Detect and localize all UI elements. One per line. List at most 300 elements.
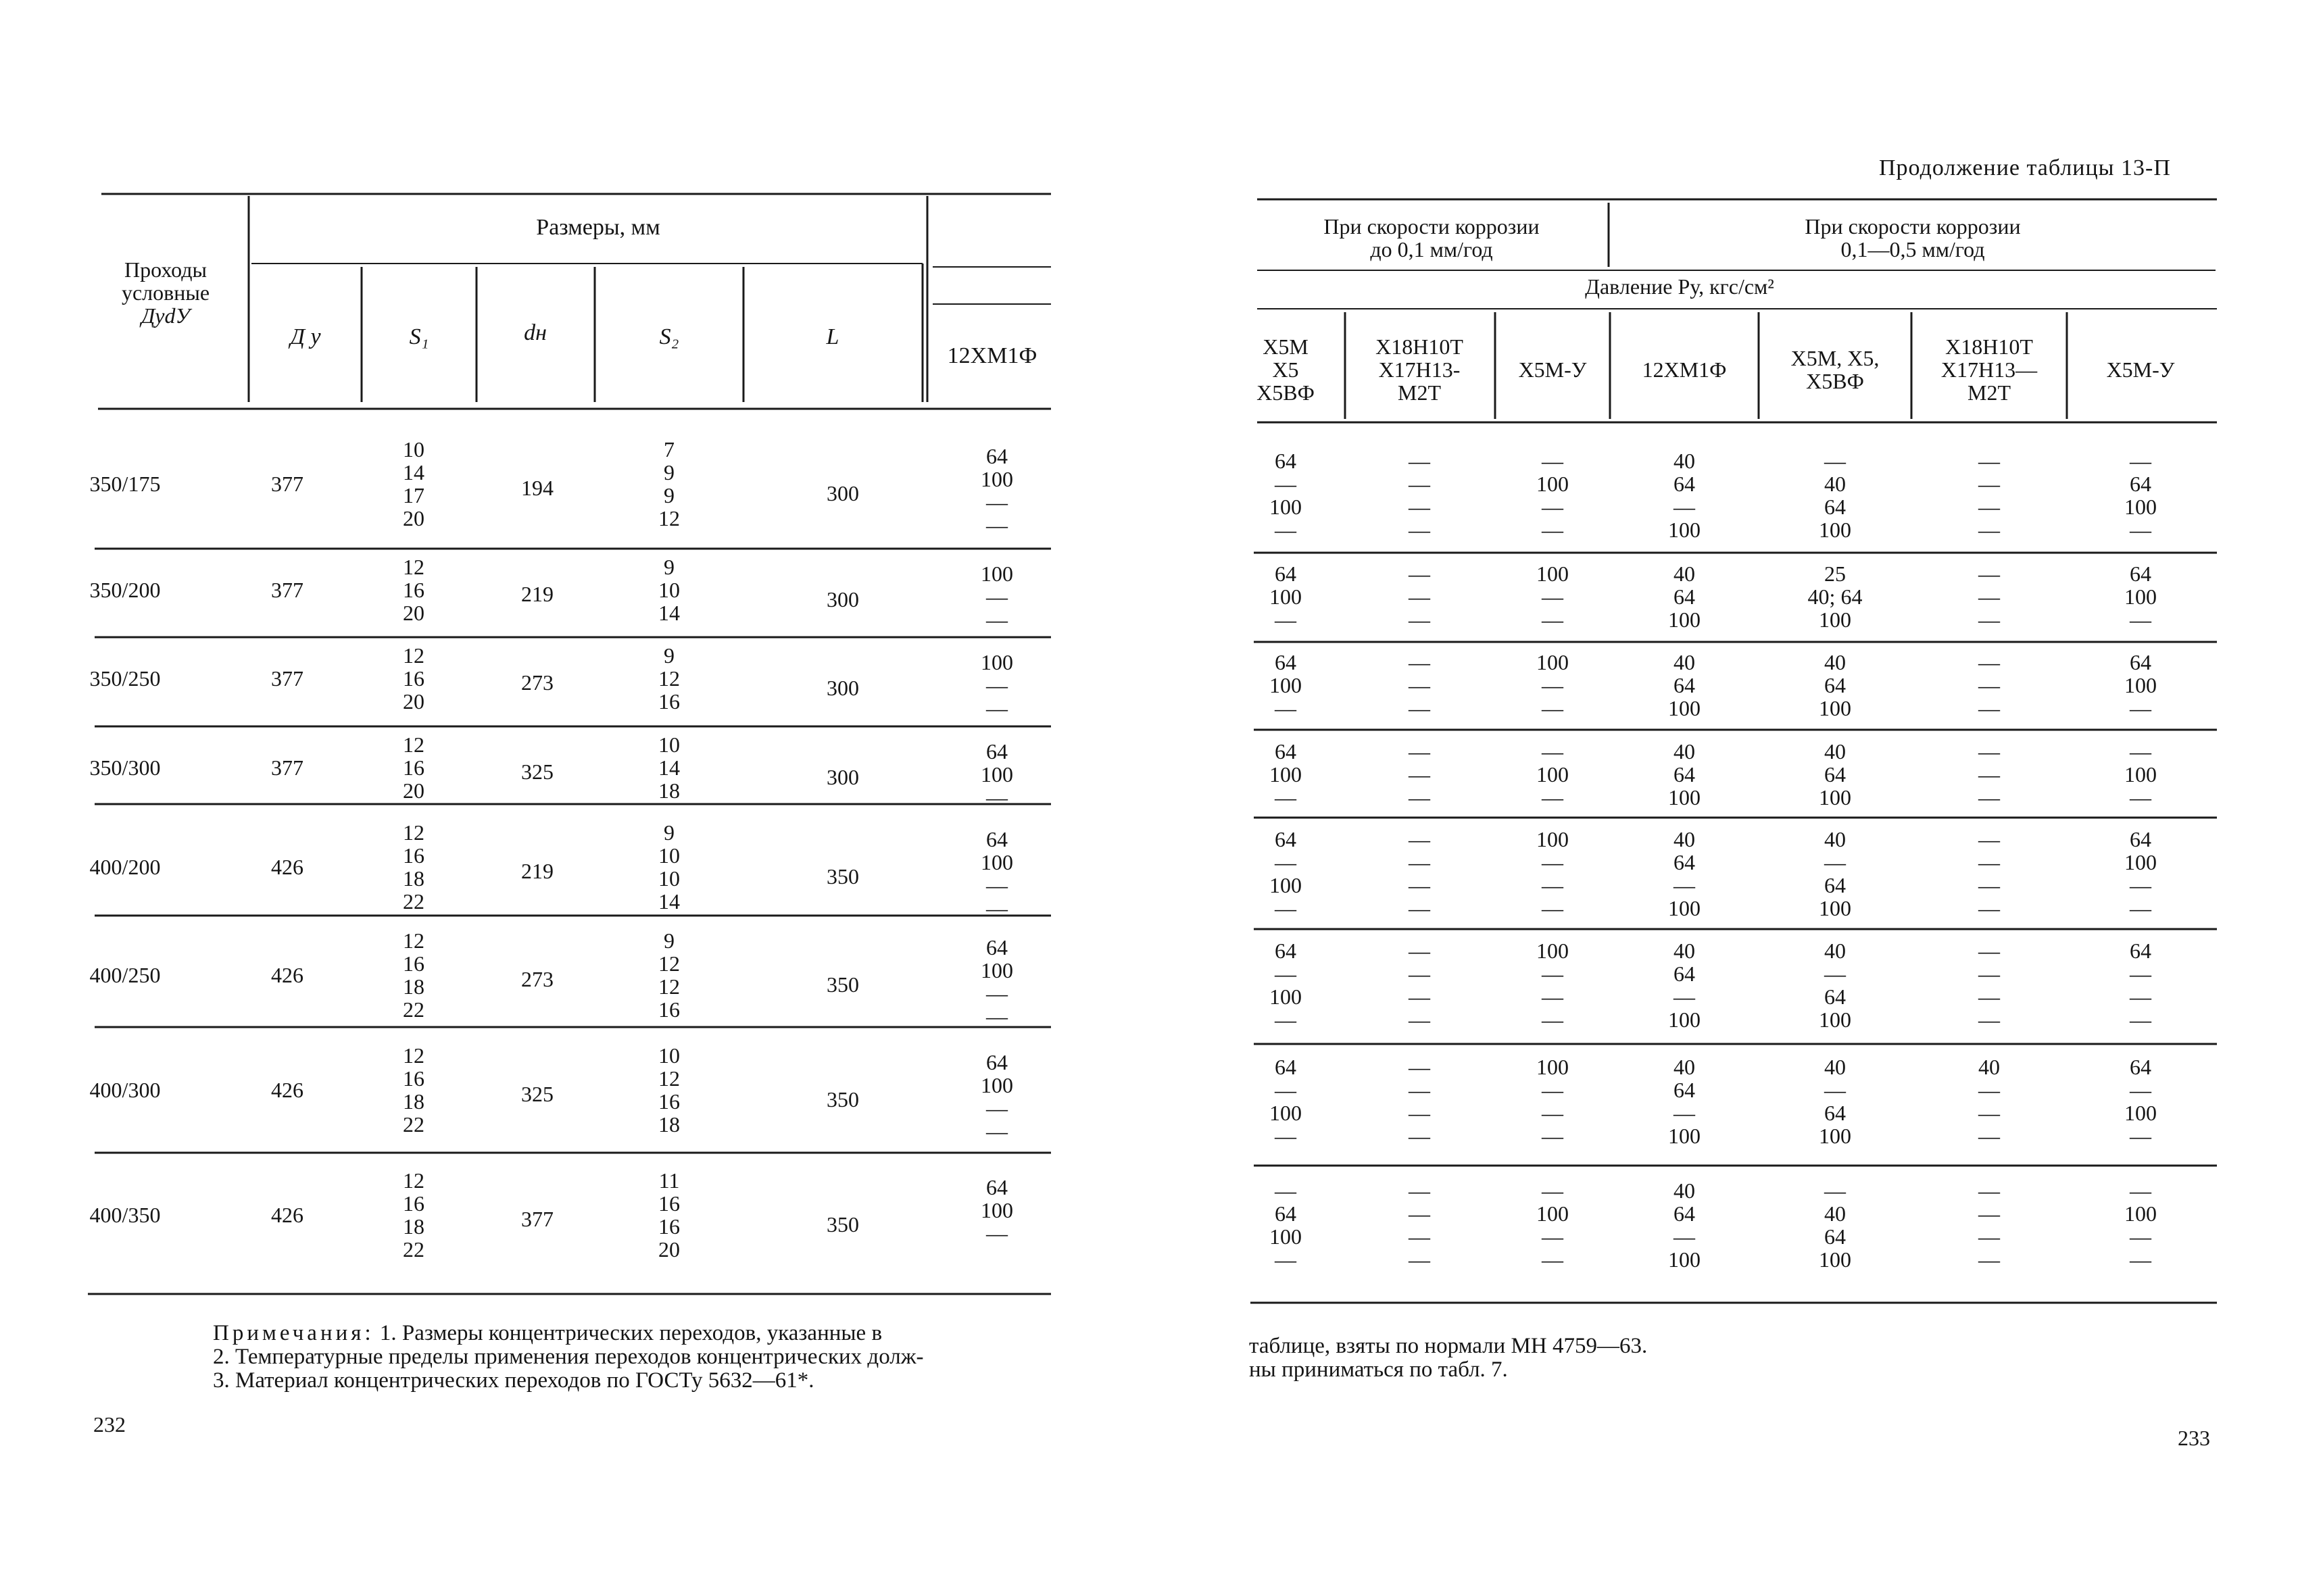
pressure-cell: — [1978,1007,2000,1032]
pressure-cell: — [1978,896,2000,920]
dn-cell: 194 [521,476,554,500]
pressure-cell: 64 [1275,1055,1296,1079]
pressure-cell: 100 [1536,472,1569,496]
pressure-cell: 64 [2130,1055,2151,1079]
steel-cell: — [986,1119,1008,1143]
page-number-right: 233 [2178,1426,2210,1450]
alloy-column-header: Х5ВФ [1806,369,1864,393]
pressure-cell: — [1275,962,1296,986]
pressure-cell: 64 [1275,1201,1296,1226]
pressure-cell: — [1409,1101,1430,1125]
pressure-cell: — [1978,785,2000,809]
s1-cell: 16 [403,951,424,976]
pressure-cell: 100 [1668,696,1701,720]
du-cell: 377 [271,578,303,602]
s2-cell: 9 [664,928,675,953]
pressure-cell: — [1824,962,1846,986]
pressure-cell: — [1978,584,2000,609]
s2-cell: 20 [658,1237,680,1262]
s1-cell: 22 [403,889,424,914]
s2-cell: 14 [658,601,680,625]
s1-cell: 16 [403,843,424,868]
alloy-column-header: Х5ВФ [1256,380,1315,405]
pressure-cell: — [1275,1178,1296,1203]
pressure-cell: 40 [1824,939,1846,963]
alloy-column-header: Х17Н13- [1378,357,1461,382]
pressure-cell: — [2130,1224,2151,1249]
pressure-cell: — [1978,495,2000,519]
pressure-cell: 40 [1824,739,1846,764]
pressure-cell: — [1978,762,2000,787]
pressure-cell: — [1542,896,1563,920]
pressure-cell: — [1409,939,1430,963]
pressure-cell: — [1275,1124,1296,1148]
pressure-cell: — [1542,1178,1563,1203]
alloy-column-header: Х18Н10Т [1375,334,1463,359]
steel-cell: 100 [981,762,1013,787]
pressure-cell: — [1542,1078,1563,1102]
pressure-cell: 64 [1673,472,1695,496]
s1-cell: 12 [403,643,424,668]
dn-cell: 325 [521,1082,554,1106]
pressure-cell: — [1542,1101,1563,1125]
pressure-cell: — [1978,1224,2000,1249]
s1-cell: 22 [403,1237,424,1262]
pressure-cell: — [1275,696,1296,720]
s1-cell: 12 [403,732,424,757]
pressure-cell: 40; 64 [1807,584,1863,609]
s2-cell: 9 [664,460,675,484]
du-cell: 377 [271,472,303,496]
length-cell: 350 [827,1212,859,1237]
steel-cell: 100 [981,1198,1013,1222]
pressure-cell: — [1673,984,1695,1009]
pressure-cell: 100 [1536,1055,1569,1079]
s1-cell: 16 [403,755,424,780]
header-passes [122,258,210,327]
pressure-cell: — [1409,1224,1430,1249]
passage-cell: 350/175 [89,472,161,496]
length-cell: 350 [827,864,859,889]
pressure-cell: 64 [1824,1101,1846,1125]
s1-cell: 20 [403,778,424,803]
dn-cell: 273 [521,670,554,695]
s2-cell: 9 [664,820,675,845]
pressure-cell: — [1542,1124,1563,1148]
alloy-column-header: Х5М-У [1518,357,1587,382]
s2-cell: 16 [658,1191,680,1216]
s2-cell: 18 [658,1112,680,1137]
pressure-cell: — [1978,827,2000,851]
pressure-cell: 64 [2130,650,2151,674]
s2-cell: 11 [658,1168,680,1193]
du-cell: 426 [271,963,303,987]
notes-line: 2. Температурные пределы применения переходов концентрических долж- [213,1345,924,1369]
pressure-cell: — [2130,449,2151,473]
passage-cell: 400/250 [89,963,161,987]
pressure-cell: 100 [1536,827,1569,851]
s1-cell: 16 [403,666,424,691]
pressure-cell: 100 [1269,1224,1302,1249]
notes-line: 3. Материал концентрических переходов по ГОСТу 5632—61*. [213,1368,814,1393]
pressure-cell: 64 [1824,762,1846,787]
s1-cell: 17 [403,483,424,507]
header-passes-line: Проходы [124,257,207,282]
passage-cell: 400/350 [89,1203,161,1227]
pressure-cell: — [1409,827,1430,851]
pressure-cell: — [2130,962,2151,986]
pressure-cell: — [1542,1007,1563,1032]
pressure-cell: — [2130,896,2151,920]
pressure-cell: 64 [1824,495,1846,519]
pressure-cell: 64 [1275,562,1296,586]
notes-line: ны приниматься по табл. 7. [1249,1357,1508,1382]
s1-cell: 16 [403,1066,424,1091]
pressure-cell: — [1978,562,2000,586]
pressure-cell: 25 [1824,562,1846,586]
passage-cell: 400/300 [89,1078,161,1102]
steel-cell: 64 [986,827,1008,851]
pressure-cell: — [1275,896,1296,920]
pressure-cell: — [1978,1247,2000,1272]
s1-cell: 20 [403,601,424,625]
steel-cell: — [986,785,1008,809]
pressure-cell: — [1409,762,1430,787]
alloy-column-header: Х5 [1272,357,1299,382]
left-notes [213,1322,924,1393]
pressure-cell: — [1542,1247,1563,1272]
header-col-s2: S₂ [659,324,679,349]
pressure-cell: 100 [2124,850,2157,874]
dn-cell: 377 [521,1207,554,1231]
s2-cell: 7 [664,437,675,462]
pressure-cell: 64 [1275,449,1296,473]
pressure-cell: 100 [1819,1124,1851,1148]
pressure-cell: 100 [1668,607,1701,632]
alloy-column-header: М2Т [1967,380,2011,405]
pressure-cell: 64 [1673,1078,1695,1102]
s2-cell: 18 [658,778,680,803]
pressure-cell: 100 [1819,896,1851,920]
s1-cell: 10 [403,437,424,462]
pressure-cell: — [2130,518,2151,542]
s1-cell: 22 [403,997,424,1022]
pressure-cell: — [1409,785,1430,809]
steel-cell: 100 [981,650,1013,674]
pressure-cell: — [1275,518,1296,542]
pressure-cell: — [1275,1007,1296,1032]
steel-cell: — [986,513,1008,537]
du-cell: 377 [271,666,303,691]
pressure-cell: 100 [1819,785,1851,809]
pressure-cell: 100 [1536,1201,1569,1226]
pressure-cell: — [1409,673,1430,697]
pressure-cell: — [1409,650,1430,674]
pressure-cell: — [1978,673,2000,697]
pressure-cell: — [1673,1224,1695,1249]
pressure-cell: — [1275,607,1296,632]
pressure-cell: — [1542,1224,1563,1249]
steel-cell: 64 [986,1050,1008,1074]
pressure-cell: 40 [1824,1055,1846,1079]
alloy-column-header: М2Т [1398,380,1441,405]
header-rate-low [1323,215,1539,261]
length-cell: 300 [827,587,859,612]
pressure-cell: — [2130,607,2151,632]
pressure-cell: — [2130,696,2151,720]
pressure-cell: — [1978,1178,2000,1203]
dn-cell: 219 [521,859,554,883]
s2-cell: 12 [658,951,680,976]
s2-cell: 16 [658,689,680,714]
steel-cell: 100 [981,1073,1013,1097]
pressure-cell: 100 [1819,696,1851,720]
alloy-column-header: Х17Н13— [1940,357,2038,382]
du-cell: 377 [271,755,303,780]
pressure-cell: — [1275,850,1296,874]
s2-cell: 14 [658,755,680,780]
s1-cell: 22 [403,1112,424,1137]
pressure-cell: 64 [1275,739,1296,764]
pressure-cell: 100 [2124,762,2157,787]
pressure-cell: 100 [1536,939,1569,963]
pressure-cell: — [1542,873,1563,897]
pressure-cell: 64 [1673,1201,1695,1226]
pressure-cell: — [1542,449,1563,473]
pressure-cell: 40 [1673,1055,1695,1079]
pressure-cell: 40 [1673,449,1695,473]
s1-cell: 12 [403,928,424,953]
s1-cell: 12 [403,1043,424,1068]
pressure-cell: 100 [1668,1247,1701,1272]
pressure-cell: 64 [1824,673,1846,697]
s1-cell: 12 [403,555,424,579]
steel-cell: 64 [986,739,1008,764]
s1-cell: 18 [403,866,424,891]
pressure-cell: 40 [1673,562,1695,586]
passage-cell: 350/300 [89,755,161,780]
pressure-cell: 40 [1824,472,1846,496]
pressure-cell: — [1409,962,1430,986]
s1-cell: 12 [403,820,424,845]
steel-cell: 100 [981,467,1013,491]
steel-cell: — [986,1221,1008,1245]
pressure-cell: — [2130,1078,2151,1102]
pressure-cell: — [1978,1201,2000,1226]
s1-cell: 18 [403,1214,424,1239]
pressure-cell: — [1409,607,1430,632]
dn-cell: 219 [521,582,554,606]
header-col-du: Д у [290,324,321,349]
pressure-cell: — [1409,1078,1430,1102]
notes-line: таблице, взяты по нормали МН 4759—63. [1249,1334,1648,1358]
running-title: Продолжение таблицы 13-П [1879,155,2171,180]
pressure-cell: — [1978,939,2000,963]
pressure-cell: — [2130,1247,2151,1272]
passage-cell: 400/200 [89,855,161,879]
pressure-cell: 64 [1275,939,1296,963]
pressure-cell: — [1542,739,1563,764]
du-cell: 426 [271,855,303,879]
pressure-cell: 100 [1269,495,1302,519]
steel-cell: 64 [986,1175,1008,1199]
s2-cell: 16 [658,997,680,1022]
header-passes-line: ДуdУ [141,303,191,328]
pressure-cell: — [1542,962,1563,986]
pressure-cell: — [1409,1178,1430,1203]
steel-cell: — [986,490,1008,514]
pressure-cell: 64 [1824,984,1846,1009]
steel-cell: 100 [981,562,1013,586]
pressure-cell: — [1673,1101,1695,1125]
pressure-cell: 40 [1673,1178,1695,1203]
pressure-cell: 64 [2130,939,2151,963]
pressure-cell: 100 [1819,1247,1851,1272]
dn-cell: 273 [521,967,554,991]
pressure-cell: — [1673,873,1695,897]
pressure-cell: — [1978,472,2000,496]
pressure-cell: — [1409,1055,1430,1079]
pressure-cell: 64 [1275,827,1296,851]
s2-cell: 10 [658,1043,680,1068]
pressure-cell: 64 [2130,827,2151,851]
s1-cell: 12 [403,1168,424,1193]
pressure-cell: — [1409,873,1430,897]
right-notes [1249,1335,1647,1382]
pressure-cell: — [1824,1178,1846,1203]
header-col-l: L [826,324,839,349]
pressure-cell: — [1409,495,1430,519]
pressure-cell: 64 [1673,962,1695,986]
s2-cell: 9 [664,643,675,668]
steel-cell: — [986,696,1008,720]
pressure-cell: 100 [2124,495,2157,519]
pressure-cell: — [2130,785,2151,809]
pressure-cell: 40 [1673,739,1695,764]
pressure-cell: 100 [1668,518,1701,542]
alloy-column-header: Х5М, Х5, [1790,346,1880,370]
pressure-cell: 64 [1673,673,1695,697]
pressure-cell: 100 [1269,984,1302,1009]
steel-cell: 64 [986,935,1008,959]
pressure-cell: 40 [1673,650,1695,674]
pressure-cell: — [1542,984,1563,1009]
pressure-cell: 40 [1824,650,1846,674]
du-cell: 426 [271,1203,303,1227]
s2-cell: 10 [658,732,680,757]
pressure-cell: 100 [1536,650,1569,674]
pressure-cell: 40 [1978,1055,2000,1079]
steel-cell: — [986,673,1008,697]
page-number-left: 232 [93,1412,126,1437]
pressure-cell: — [1409,984,1430,1009]
s1-cell: 20 [403,689,424,714]
header-pressure: Давление Pу, кгс/см² [1585,274,1774,299]
notes-line [213,1322,924,1345]
s2-cell: 10 [658,866,680,891]
pressure-cell: — [1542,673,1563,697]
pressure-cell: — [1824,449,1846,473]
header-rate-high [1805,215,2020,261]
pressure-cell: — [1409,1007,1430,1032]
pressure-cell: — [1409,696,1430,720]
pressure-cell: — [1978,607,2000,632]
pressure-cell: 64 [2130,562,2151,586]
length-cell: 300 [827,765,859,789]
s2-cell: 10 [658,578,680,602]
pressure-cell: — [1542,607,1563,632]
alloy-column-header: Х5М [1263,334,1309,359]
pressure-cell: 100 [1269,584,1302,609]
s2-cell: 9 [664,555,675,579]
pressure-cell: — [1275,785,1296,809]
notes-text: 1. Размеры концентрических переходов, указанные в [379,1321,883,1345]
steel-cell: — [986,584,1008,609]
pressure-cell: — [1978,984,2000,1009]
pressure-cell: — [1409,1124,1430,1148]
pressure-cell: 100 [1668,785,1701,809]
pressure-cell: — [1978,696,2000,720]
pressure-cell: — [1409,449,1430,473]
pressure-cell: — [1542,518,1563,542]
header-rate-low-line: При скорости коррозии [1323,214,1540,239]
pressure-cell: 64 [1824,873,1846,897]
pressure-cell: — [1542,850,1563,874]
pressure-cell: — [2130,739,2151,764]
pressure-cell: 64 [1673,850,1695,874]
header-col-s1: S₁ [409,324,429,349]
header-rate-high-line: При скорости коррозии [1805,214,2021,239]
steel-cell: — [986,873,1008,897]
pressure-cell: — [1978,1078,2000,1102]
pressure-cell: — [1978,1101,2000,1125]
pressure-cell: — [1409,850,1430,874]
s1-cell: 16 [403,1191,424,1216]
pressure-cell: — [1409,739,1430,764]
pressure-cell: 100 [1819,518,1851,542]
s2-cell: 12 [658,506,680,530]
pressure-cell: — [1542,785,1563,809]
header-rate-low-line: до 0,1 мм/год [1370,237,1493,261]
pressure-cell: — [2130,1007,2151,1032]
pressure-cell: 40 [1824,827,1846,851]
pressure-cell: — [1978,873,2000,897]
passage-cell: 350/250 [89,666,161,691]
pressure-cell: — [1978,739,2000,764]
pressure-cell: — [1978,518,2000,542]
header-rate-high-line: 0,1—0,5 мм/год [1840,237,1985,261]
s2-cell: 16 [658,1214,680,1239]
steel-cell: 100 [981,958,1013,982]
du-cell: 426 [271,1078,303,1102]
pressure-cell: — [1673,495,1695,519]
steel-cell: 64 [986,444,1008,468]
notes-heading: Примечания: [213,1321,374,1345]
pressure-cell: — [1275,472,1296,496]
s2-cell: 9 [664,483,675,507]
pressure-cell: — [1542,495,1563,519]
pressure-cell: — [1409,518,1430,542]
s2-cell: 12 [658,974,680,999]
pressure-cell: — [1542,584,1563,609]
pressure-cell: 100 [1668,1007,1701,1032]
pressure-cell: — [1978,962,2000,986]
header-dims-group: Размеры, мм [536,215,660,240]
pressure-cell: — [1409,1247,1430,1272]
steel-cell: — [986,1096,1008,1120]
s1-cell: 16 [403,578,424,602]
s2-cell: 14 [658,889,680,914]
